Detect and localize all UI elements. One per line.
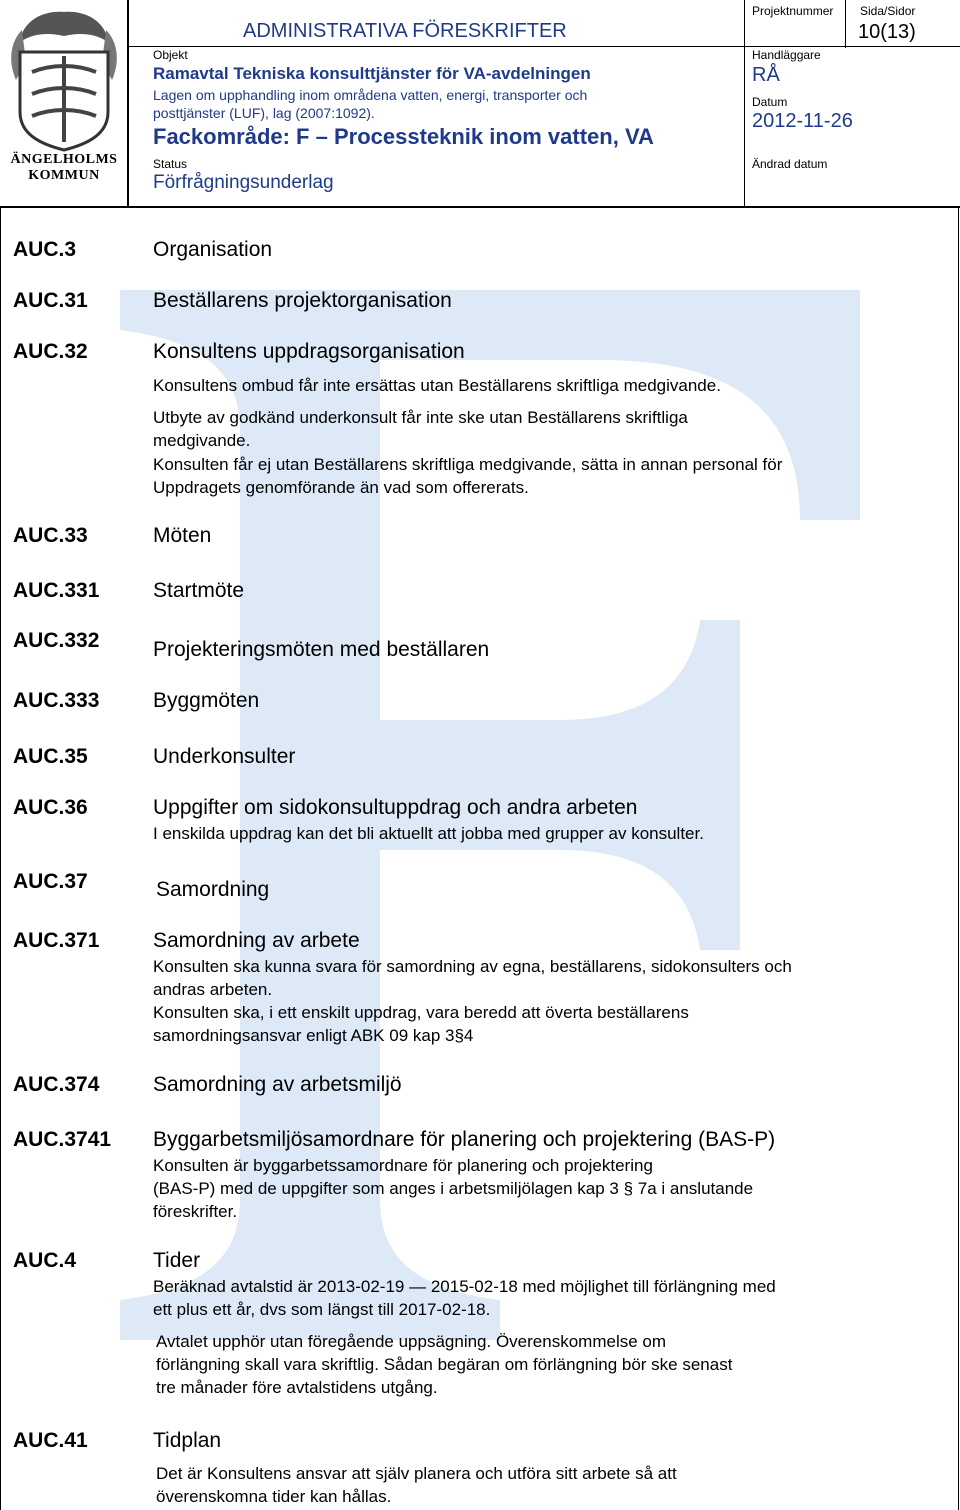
- section-title: Byggarbetsmiljösamordnare för planering och projektering (BAS-P): [153, 1128, 776, 1151]
- paragraph-line: föreskrifter.: [153, 1202, 238, 1221]
- paragraph-line: medgivande.: [153, 431, 251, 450]
- section-title: Uppgifter om sidokonsultuppdrag och andra arbeten: [153, 796, 638, 819]
- paragraph-line: Konsulten är byggarbetssamordnare för planering och projektering: [153, 1156, 653, 1175]
- header-divider: [744, 46, 960, 47]
- section-number: AUC.371: [13, 929, 100, 952]
- paragraph-line: Uppdragets genomförande än vad som offererats.: [153, 478, 529, 497]
- paragraph-line: I enskilda uppdrag kan det bli aktuellt att jobba med grupper av konsulter.: [153, 824, 704, 843]
- document-header: [0, 0, 960, 208]
- section-number: AUC.31: [13, 289, 88, 312]
- section-title: Underkonsulter: [153, 745, 296, 768]
- page-left-border: [0, 208, 1, 1510]
- header-divider: [744, 0, 745, 208]
- header-divider: [127, 0, 129, 208]
- datum-label: Datum: [752, 95, 788, 109]
- section-title: Organisation: [153, 238, 273, 261]
- paragraph-line: Avtalet upphör utan föregående uppsägning. Överenskommelse om: [156, 1332, 667, 1351]
- objekt-line-2: Lagen om upphandling inom områdena vatten, energi, transporter och: [153, 87, 588, 103]
- paragraph-line: Beräknad avtalstid är 2013-02-19 — 2015-02-18 med möjlighet till förlängning med: [153, 1277, 776, 1296]
- section-title: Tider: [153, 1249, 201, 1272]
- paragraph-line: ett plus ett år, dvs som längst till 2017-02-18.: [153, 1300, 491, 1319]
- paragraph-line: tre månader före avtalstidens utgång.: [156, 1378, 438, 1397]
- section-title: Projekteringsmöten med beställaren: [153, 638, 490, 661]
- section-title: Samordning av arbete: [153, 929, 360, 952]
- header-divider: [127, 46, 744, 47]
- section-number: AUC.333: [13, 689, 100, 712]
- section-number: AUC.37: [13, 870, 88, 893]
- paragraph-line: samordningsansvar enligt ABK 09 kap 3§4: [153, 1026, 474, 1045]
- section-title: Möten: [153, 524, 212, 547]
- page-right-border: [958, 208, 959, 1510]
- status-value: Förfrågningsunderlag: [153, 172, 334, 193]
- section-number: AUC.33: [13, 524, 88, 547]
- paragraph-line: Konsulten ska kunna svara för samordning av egna, beställarens, sidokonsulters och: [153, 957, 792, 976]
- objekt-line-3: posttjänster (LUF), lag (2007:1092).: [153, 105, 375, 121]
- andrad-datum-label: Ändrad datum: [752, 157, 828, 171]
- section-number: AUC.35: [13, 745, 88, 768]
- section-title: Beställarens projektorganisation: [153, 289, 452, 312]
- section-number: AUC.374: [13, 1073, 100, 1096]
- logo-text: ÄNGELHOLMS KOMMUN: [10, 152, 118, 183]
- paragraph-line: förlängning skall vara skriftlig. Sådan begäran om förlängning bör ske senast: [156, 1355, 733, 1374]
- section-number: AUC.3: [13, 238, 77, 261]
- paragraph-line: (BAS-P) med de uppgifter som anges i arbetsmiljölagen kap 3 § 7a i anslutande: [153, 1179, 754, 1198]
- paragraph-line: Konsulten får ej utan Beställarens skriftliga medgivande, sätta in annan personal för: [153, 455, 783, 474]
- datum-value: 2012-11-26: [752, 110, 853, 132]
- paragraph-line: Konsulten ska, i ett enskilt uppdrag, vara beredd att överta beställarens: [153, 1003, 689, 1022]
- header-bottom-border: [0, 206, 960, 208]
- section-number: AUC.3741: [13, 1128, 112, 1151]
- section-number: AUC.4: [13, 1249, 77, 1272]
- section-number: AUC.41: [13, 1429, 88, 1452]
- sida-label: Sida/Sidor: [860, 4, 916, 18]
- fackomrade-title: Fackområde: F – Processteknik inom vatten, VA: [153, 124, 654, 149]
- sida-value: 10(13): [858, 21, 916, 43]
- document-title: ADMINISTRATIVA FÖRESKRIFTER: [243, 20, 567, 42]
- handlaggare-value: RÅ: [752, 64, 780, 86]
- section-number: AUC.332: [13, 629, 100, 652]
- paragraph-line: Det är Konsultens ansvar att själv planera och utföra sitt arbete så att: [156, 1464, 677, 1483]
- section-title: Tidplan: [153, 1429, 222, 1452]
- section-number: AUC.32: [13, 340, 88, 363]
- section-title: Samordning av arbetsmiljö: [153, 1073, 402, 1096]
- objekt-label: Objekt: [153, 48, 188, 62]
- section-title: Samordning: [156, 878, 270, 901]
- paragraph-line: Utbyte av godkänd underkonsult får inte ske utan Beställarens skriftliga: [153, 408, 688, 427]
- handlaggare-label: Handläggare: [752, 48, 821, 62]
- paragraph-line: andras arbeten.: [153, 980, 273, 999]
- section-title: Konsultens uppdragsorganisation: [153, 340, 465, 363]
- section-number: AUC.36: [13, 796, 88, 819]
- status-label: Status: [153, 157, 188, 171]
- header-divider: [845, 0, 846, 48]
- section-title: Byggmöten: [153, 689, 260, 712]
- paragraph-line: Konsultens ombud får inte ersättas utan Beställarens skriftliga medgivande.: [153, 376, 721, 395]
- section-title: Startmöte: [153, 579, 245, 602]
- projektnummer-label: Projektnummer: [752, 4, 834, 18]
- section-number: AUC.331: [13, 579, 100, 602]
- paragraph-line: överenskomna tider kan hållas.: [156, 1487, 392, 1506]
- objekt-title: Ramavtal Tekniska konsulttjänster för VA-avdelningen: [153, 64, 591, 83]
